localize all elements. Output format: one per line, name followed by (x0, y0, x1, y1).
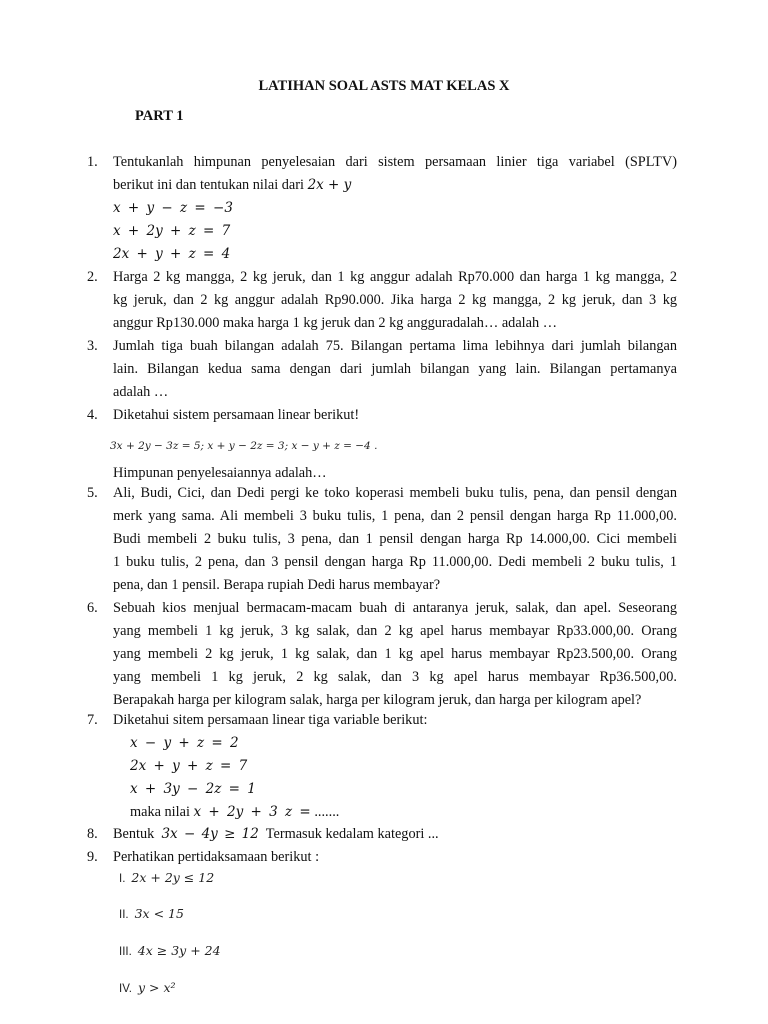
question-text-line: maka nilai x + 2y + 3 z = ....... (130, 804, 340, 820)
equation: x − y + z = 2 (130, 735, 239, 751)
question-text-line: merk yang sama. Ali membeli 3 buku tulis, 1 pena, dan 2 pensil dengan harga Rp 11.000,00. (113, 508, 677, 524)
inequality-expression: 2x + 2y ≤ 12 (131, 870, 215, 885)
question-text-line: berikut ini dan tentukan nilai dari 2x + y (113, 177, 352, 193)
question-9 (87, 846, 677, 869)
question-text-line: kg jeruk, dan 2 kg anggur adalah Rp90.000. Jika harga 2 kg mangga, 2 kg jeruk, dan 3 kg (113, 292, 677, 308)
question-text-line: yang membeli 1 kg jeruk, 3 kg salak, dan 2 kg apel harus membayar Rp33.000,00. Orang (113, 623, 677, 639)
inequality-label: IV. (119, 983, 133, 995)
question-number: 1. (87, 154, 98, 170)
question-number: 6. (87, 600, 98, 616)
equation: x + y − z = −3 (113, 200, 233, 216)
equation: 2x + y + z = 7 (130, 758, 248, 774)
inequality-item (119, 870, 214, 885)
question-text-line: Sebuah kios menjual bermacam-macam buah di antaranya jeruk, salak, dan apel. Seseorang (113, 600, 677, 616)
question-text-line: Jumlah tiga buah bilangan adalah 75. Bilangan pertama lima lebihnya dari jumlah bilangan (113, 338, 677, 354)
inequality-item (119, 906, 184, 921)
question-4 (87, 404, 677, 485)
inequality-label: I. (119, 873, 126, 885)
question-text-line: Budi membeli 2 buku tulis, 3 pena, dan 1 pensil dengan harga Rp 14.000,00. Cici membeli (113, 531, 677, 547)
question-text-line: Harga 2 kg mangga, 2 kg jeruk, dan 1 kg anggur adalah Rp70.000 dan harga 1 kg mangga, 2 (113, 269, 677, 285)
question-text-line: 1 buku tulis, 2 pena, dan 3 pensil dengan harga Rp 11.000,00. Dedi membeli 2 buku tulis, 1 (113, 554, 677, 570)
inequality-expression: 3x < 15 (134, 906, 184, 921)
question-text-line: Ali, Budi, Cici, dan Dedi pergi ke toko koperasi membeli buku tulis, pena, dan pensil dengan (113, 485, 677, 501)
inequality-item (119, 943, 221, 958)
inequality-label: II. (119, 909, 129, 921)
question-text-line: Berapakah harga per kilogram salak, harga per kilogram jeruk, dan harga per kilogram apel? (113, 692, 642, 708)
question-text-line: anggur Rp130.000 maka harga 1 kg jeruk dan 2 kg angguradalah… adalah … (113, 315, 558, 331)
question-text-line: Himpunan penyelesaiannya adalah… (113, 465, 327, 481)
equation: x + 2y + z = 7 (113, 223, 231, 239)
question-number: 2. (87, 269, 98, 285)
question-number: 8. (87, 826, 98, 842)
question-2 (87, 266, 677, 335)
question-text-line: Bentuk 3x − 4y ≥ 12 Termasuk kedalam kategori ... (113, 826, 439, 842)
question-number: 7. (87, 712, 98, 728)
question-text-line: yang membeli 2 kg jeruk, 1 kg salak, dan 1 kg apel harus membayar Rp23.500,00. Orang (113, 646, 677, 662)
question-text-line: pena, dan 1 pensil. Berapa rupiah Dedi harus membayar? (113, 577, 441, 593)
inequality-expression: y > x² (138, 980, 176, 995)
inequality-expression: 4x ≥ 3y + 24 (137, 943, 221, 958)
question-text-line: Tentukanlah himpunan penyelesaian dari sistem persamaan linier tiga variabel (SPLTV) (113, 154, 677, 170)
question-text-line: Perhatikan pertidaksamaan berikut : (113, 849, 320, 865)
question-text-line: yang membeli 1 kg jeruk, 2 kg salak, dan 3 kg apel harus membayar Rp36.500,00. (113, 669, 677, 685)
question-number: 5. (87, 485, 98, 501)
inequality-item (119, 980, 176, 995)
question-text-line: adalah … (113, 384, 169, 400)
question-number: 9. (87, 849, 98, 865)
page-title: LATIHAN SOAL ASTS MAT KELAS X (258, 78, 510, 94)
part-heading: PART 1 (135, 108, 184, 124)
question-8 (87, 823, 677, 846)
question-text-line: Diketahui sistem persamaan linear berikut! (113, 407, 360, 423)
question-text-line: lain. Bilangan kedua sama dengan dari jumlah bilangan yang lain. Bilangan pertamanya (113, 361, 677, 377)
math-expression: x + 2y + 3 z = (193, 804, 311, 820)
equation: 2x + y + z = 4 (113, 246, 231, 262)
math-expression: 2x + y (307, 177, 352, 193)
inequality-label: III. (119, 946, 132, 958)
math-expression: 3x − 4y ≥ 12 (161, 826, 259, 842)
question-7 (87, 709, 677, 824)
question-number: 3. (87, 338, 98, 354)
question-6 (87, 597, 677, 712)
question-text-line: Diketahui sitem persamaan linear tiga variable berikut: (113, 712, 428, 728)
question-3 (87, 335, 677, 404)
question-5 (87, 482, 677, 597)
question-number: 4. (87, 407, 98, 423)
equation-image: 3x + 2y − 3z = 5; x + y − 2z = 3; x − y + z = −4 . (110, 440, 378, 452)
equation: x + 3y − 2z = 1 (130, 781, 256, 797)
question-1 (87, 151, 677, 266)
